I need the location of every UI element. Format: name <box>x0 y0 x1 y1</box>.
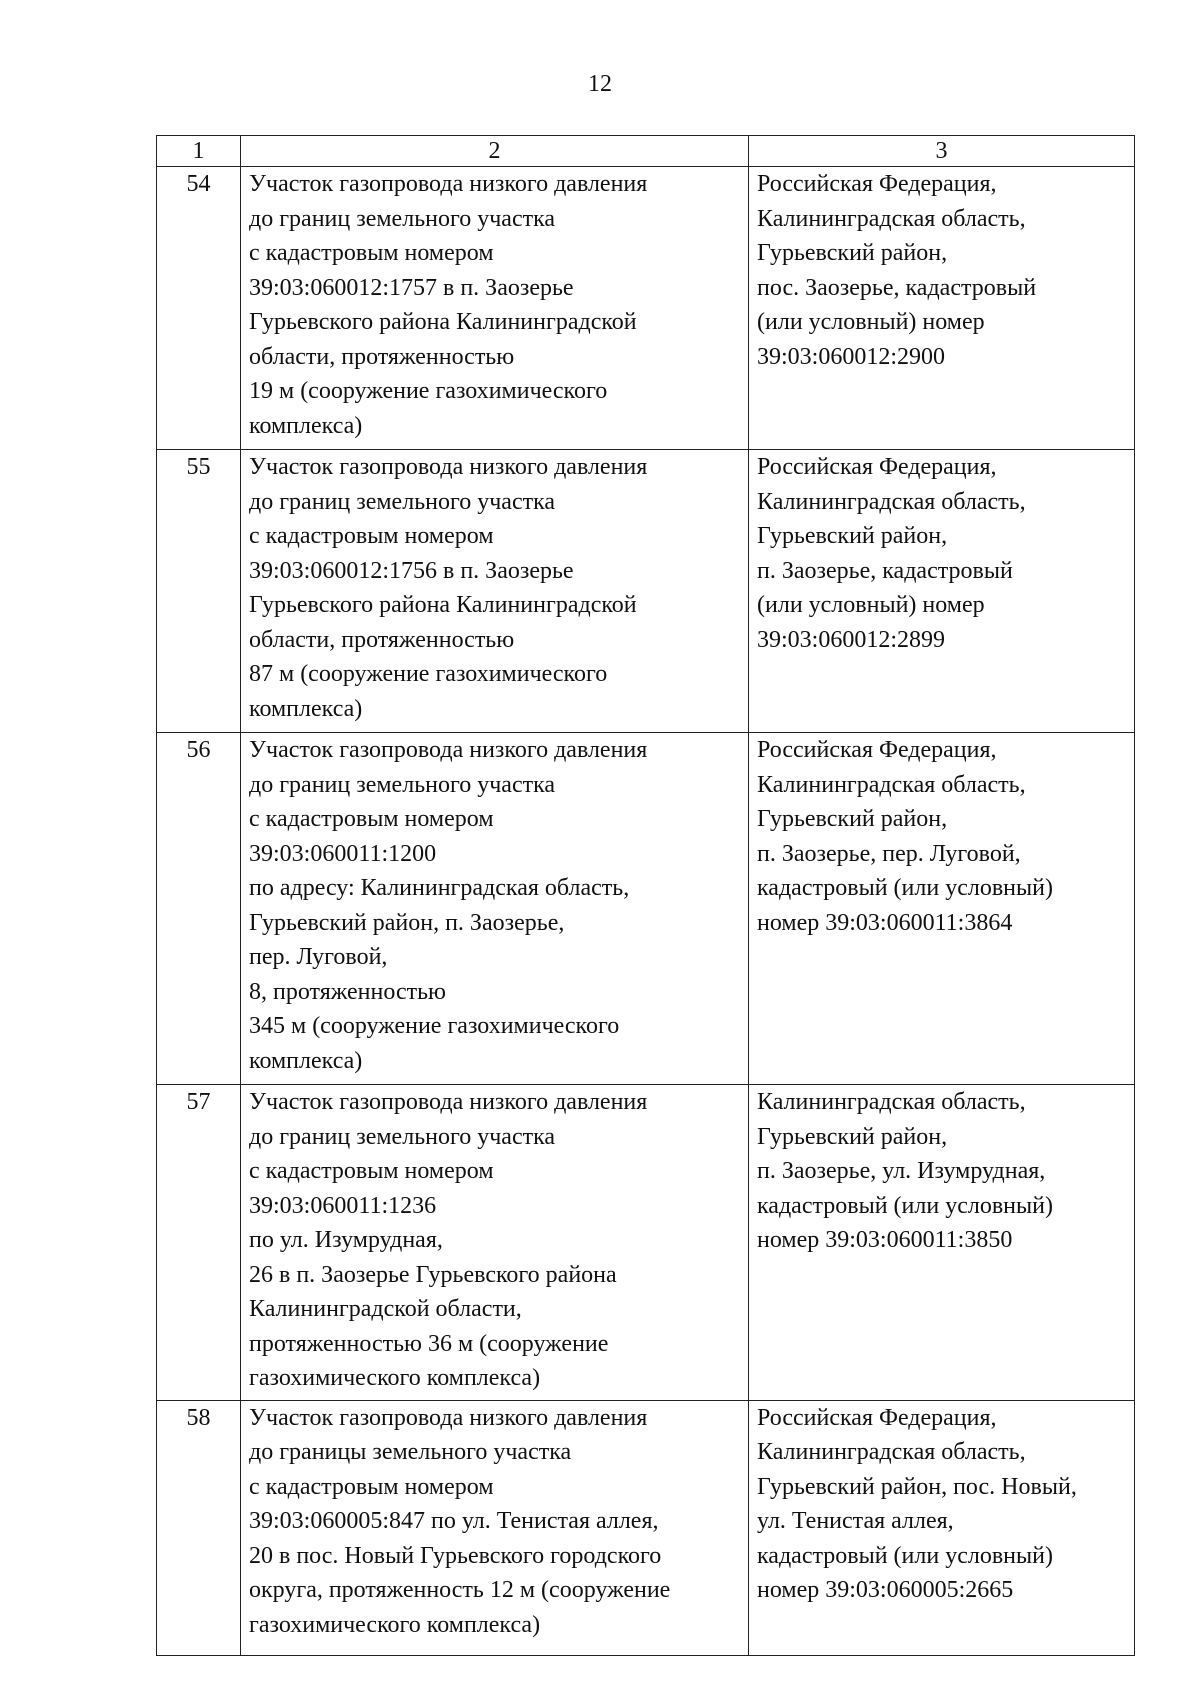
description-line: Калининградской области, <box>249 1296 522 1322</box>
row-address <box>749 1085 1135 1401</box>
description-line: Участок газопровода низкого давления <box>249 1089 648 1115</box>
row-address <box>749 167 1135 450</box>
description-line: комплекса) <box>249 695 363 722</box>
column-header-number: 1 <box>157 136 241 167</box>
description-line: Гурьевского района Калининградской <box>249 592 637 618</box>
address-line: 39:03:060012:2899 <box>757 626 946 653</box>
table-row <box>157 733 1135 1085</box>
description-line: 8, протяженностью <box>249 978 446 1005</box>
address-line: кадастровый (или условный) <box>757 875 1053 901</box>
description-line: 19 м (сооружение газохимического <box>249 378 608 404</box>
description-line: по адресу: Калининградская область, <box>249 875 630 901</box>
address-line: Калининградская область, <box>757 1439 1026 1465</box>
address-line: Калининградская область, <box>757 488 1026 515</box>
description-line: области, протяженностью <box>249 626 515 653</box>
address-line: Калининградская область, <box>757 1089 1026 1115</box>
description-line: с кадастровым номером <box>249 1473 494 1500</box>
address-line: Калининградская область, <box>757 771 1026 798</box>
address-line: номер 39:03:060005:2665 <box>757 1577 1014 1603</box>
description-line: с кадастровым номером <box>249 523 494 549</box>
address-line: Гурьевский район, <box>757 1123 948 1150</box>
address-line: ул. Тенистая аллея, <box>757 1508 954 1534</box>
address-line: кадастровый (или условный) <box>757 1542 1053 1569</box>
table-row <box>157 1400 1135 1655</box>
description-line: комплекса) <box>249 1047 363 1074</box>
property-table <box>156 135 1135 1656</box>
address-line: (или условный) номер <box>757 592 985 618</box>
row-address <box>749 1400 1135 1655</box>
row-number: 58 <box>157 1400 241 1655</box>
description-line: 87 м (сооружение газохимического <box>249 661 608 687</box>
description-line: до границы земельного участка <box>249 1439 572 1465</box>
address-line: Гурьевский район, <box>757 523 948 549</box>
address-line: номер 39:03:060011:3864 <box>757 909 1013 936</box>
description-line: пер. Луговой, <box>249 944 388 970</box>
row-description <box>241 1085 749 1401</box>
description-line: округа, протяженность 12 м (сооружение <box>249 1577 671 1603</box>
description-line: области, протяженностью <box>249 343 515 370</box>
description-line: 39:03:060005:847 по ул. Тенистая аллея, <box>249 1508 659 1534</box>
description-line: до границ земельного участка <box>249 205 556 232</box>
description-line: Гурьевского района Калининградской <box>249 309 637 335</box>
description-line: протяженностью 36 м (сооружение <box>249 1330 609 1357</box>
table-row <box>157 450 1135 733</box>
description-line: до границ земельного участка <box>249 488 556 515</box>
description-line: Гурьевский район, п. Заозерье, <box>249 909 565 936</box>
description-line: комплекса) <box>249 412 363 439</box>
address-line: п. Заозерье, кадастровый <box>757 557 1013 584</box>
column-header-description: 2 <box>241 136 749 167</box>
address-line: Российская Федерация, <box>757 1404 997 1431</box>
row-description <box>241 167 749 450</box>
table-row <box>157 1085 1135 1401</box>
row-number: 55 <box>157 450 241 733</box>
description-line: Участок газопровода низкого давления <box>249 171 648 197</box>
address-line: номер 39:03:060011:3850 <box>757 1227 1013 1253</box>
description-line: Участок газопровода низкого давления <box>249 454 648 480</box>
address-line: Калининградская область, <box>757 205 1026 232</box>
row-address <box>749 450 1135 733</box>
address-line: Российская Федерация, <box>757 737 997 763</box>
address-line: Гурьевский район, <box>757 240 948 266</box>
row-number: 57 <box>157 1085 241 1401</box>
row-description <box>241 450 749 733</box>
description-line: 26 в п. Заозерье Гурьевского района <box>249 1261 617 1288</box>
description-line: Участок газопровода низкого давления <box>249 1404 648 1431</box>
address-line: п. Заозерье, ул. Изумрудная, <box>757 1158 1046 1184</box>
description-line: 39:03:060012:1756 в п. Заозерье <box>249 557 574 584</box>
description-line: с кадастровым номером <box>249 1158 494 1184</box>
table-header-row <box>157 136 1135 167</box>
table-row <box>157 167 1135 450</box>
address-line: пос. Заозерье, кадастровый <box>757 274 1037 301</box>
row-address <box>749 733 1135 1085</box>
address-line: (или условный) номер <box>757 309 985 335</box>
description-line: 345 м (сооружение газохимического <box>249 1013 620 1039</box>
row-description <box>241 1400 749 1655</box>
page-number: 12 <box>588 71 612 97</box>
row-description <box>241 733 749 1085</box>
address-line: 39:03:060012:2900 <box>757 343 946 370</box>
description-line: газохимического комплекса) <box>249 1611 541 1638</box>
description-line: 39:03:060012:1757 в п. Заозерье <box>249 274 574 301</box>
description-line: с кадастровым номером <box>249 240 494 266</box>
row-number: 54 <box>157 167 241 450</box>
description-line: с кадастровым номером <box>249 806 494 832</box>
description-line: газохимического комплекса) <box>249 1365 541 1391</box>
address-line: Российская Федерация, <box>757 454 997 480</box>
description-line: 20 в пос. Новый Гурьевского городского <box>249 1542 662 1569</box>
row-number: 56 <box>157 733 241 1085</box>
address-line: п. Заозерье, пер. Луговой, <box>757 840 1021 867</box>
column-header-address: 3 <box>749 136 1135 167</box>
address-line: Гурьевский район, <box>757 806 948 832</box>
description-line: 39:03:060011:1200 <box>249 840 437 867</box>
description-line: по ул. Изумрудная, <box>249 1227 443 1253</box>
description-line: 39:03:060011:1236 <box>249 1192 437 1219</box>
address-line: кадастровый (или условный) <box>757 1192 1053 1219</box>
description-line: до границ земельного участка <box>249 1123 556 1150</box>
description-line: Участок газопровода низкого давления <box>249 737 648 763</box>
address-line: Гурьевский район, пос. Новый, <box>757 1473 1077 1500</box>
description-line: до границ земельного участка <box>249 771 556 798</box>
address-line: Российская Федерация, <box>757 171 997 197</box>
